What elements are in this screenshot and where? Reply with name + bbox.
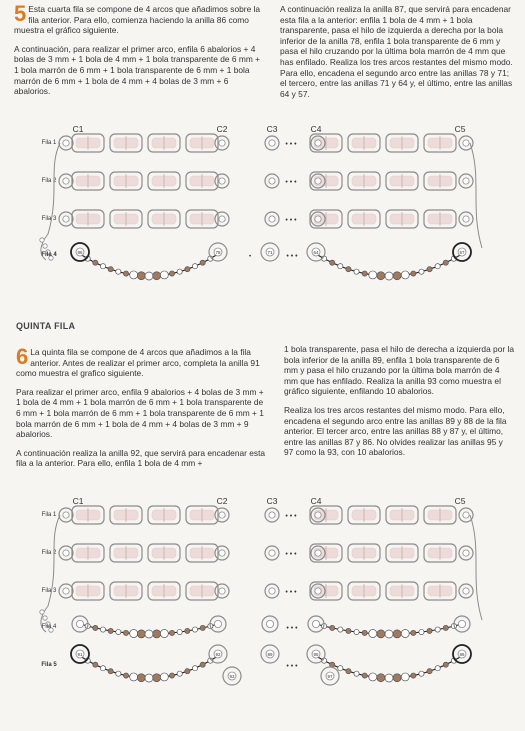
ring-number-64: 64 bbox=[313, 250, 319, 255]
arc-bead bbox=[401, 271, 409, 279]
arc-bead bbox=[130, 673, 138, 681]
arc-bead bbox=[153, 272, 161, 280]
ring-number-71: 71 bbox=[267, 250, 273, 255]
arc-bead bbox=[123, 271, 128, 276]
column-label-c4: C4 bbox=[310, 124, 322, 134]
step-number: 5 bbox=[14, 1, 27, 26]
ellipsis-separator: • • • bbox=[285, 141, 297, 148]
arc-bead bbox=[108, 669, 113, 674]
arc-bead bbox=[427, 628, 432, 633]
arc-bead bbox=[177, 629, 182, 634]
arc-bead bbox=[338, 627, 343, 632]
ring-center-bead bbox=[312, 620, 319, 627]
row-label: Fila 3 bbox=[41, 216, 57, 222]
row-label: Fila 4 bbox=[41, 252, 57, 258]
section4-ring-87: A continuación realiza la anilla 87, que servirá para encadenar esta fila a la anterior: enfila 1 bola de 4 mm + 1 bola transparente, pasa el hilo de izquierda a derecha por la bola inferior de la anilla 78, enfila 1 bola transparente de 6 mm y pasa el hilo cruzando por la última bola marrón de 4 mm que has enfilado. Realiza los tres arcos restantes del mismo modo. Para ello, encadena el segundo arco entre las anillas 78 y 71; el tercero, entre las anillas 71 y 64 y, el último, entre las anillas 64 y 57. bbox=[280, 4, 513, 99]
section5-left-column bbox=[16, 344, 268, 477]
arc-bead bbox=[443, 625, 448, 630]
arc-bead bbox=[123, 630, 128, 635]
arc-bead bbox=[411, 630, 416, 635]
ellipsis-separator: • • • bbox=[286, 663, 298, 670]
arc-bead bbox=[354, 671, 359, 676]
ring-number-93: 93 bbox=[229, 674, 235, 679]
arc-bead bbox=[346, 267, 351, 272]
ring-center-bead bbox=[219, 512, 225, 518]
arc-bead bbox=[100, 666, 105, 671]
section-heading: QUINTA FILA bbox=[16, 321, 76, 331]
arc-bead bbox=[116, 629, 121, 634]
arc-bead bbox=[377, 630, 385, 638]
column-label-c1: C1 bbox=[72, 124, 84, 134]
arc-bead bbox=[419, 269, 424, 274]
arc-bead bbox=[435, 627, 440, 632]
arc-bead bbox=[443, 662, 448, 667]
thread-curl bbox=[470, 515, 482, 620]
ring-center-bead bbox=[219, 216, 225, 222]
ring-center-bead bbox=[463, 178, 469, 184]
section5-right-column bbox=[284, 344, 514, 466]
ring-number-57: 57 bbox=[459, 250, 465, 255]
ring-center-bead bbox=[315, 216, 321, 222]
ring-center-bead bbox=[63, 588, 69, 594]
column-label-c2: C2 bbox=[216, 124, 228, 134]
section4-left-column bbox=[14, 1, 266, 105]
ring-number-91: 91 bbox=[77, 652, 83, 657]
ring-number-86: 86 bbox=[77, 250, 83, 255]
arc-bead bbox=[411, 673, 416, 678]
ring-center-bead bbox=[463, 216, 469, 222]
arc-bead bbox=[100, 264, 105, 269]
ellipsis-separator: • • • bbox=[286, 625, 298, 632]
arc-bead bbox=[200, 662, 205, 667]
arc-bead bbox=[93, 625, 98, 630]
arc-bead bbox=[411, 271, 416, 276]
arc-connector: • bbox=[248, 254, 252, 260]
section5-ring-92: A continuación realiza la anilla 92, que servirá para encadenar esta fila a la anterior. Para ello, enfila 1 bola de 4 mm + bbox=[16, 447, 266, 469]
arc-bead bbox=[330, 625, 335, 630]
section4-intro: 5 Esta cuarta fila se compone de 4 arcos que añadimos sobre la fila anterior. Para ello, comienza haciendo la anilla 86 como muestra el gráfico siguiente. bbox=[14, 1, 261, 36]
ring-center-bead bbox=[219, 140, 225, 146]
arc-bead bbox=[192, 264, 197, 269]
arc-bead bbox=[330, 260, 335, 265]
arc-bead bbox=[419, 671, 424, 676]
ring-center-bead bbox=[269, 216, 275, 222]
arc-bead bbox=[130, 630, 138, 638]
arc-bead bbox=[169, 673, 174, 678]
ellipsis-separator: • • • bbox=[285, 513, 297, 520]
ring-center-bead bbox=[269, 588, 275, 594]
arc-bead bbox=[393, 674, 401, 682]
beading-diagram-row5 bbox=[0, 490, 525, 730]
arc-bead bbox=[369, 673, 377, 681]
section5-continuation: 1 bola transparente, pasa el hilo de derecha a izquierda por la bola inferior de la anilla 89, enfila 1 bola transparente de 6 mm y pasa el hilo cruzando por la última bola marrón de 4 mm que has enfilado. Realiza la anilla 93 como muestra el gráfico siguiente, enfilando 10 abalorios. bbox=[284, 344, 515, 397]
column-label-c5: C5 bbox=[454, 496, 466, 506]
section5-first-arc: Para realizar el primer arco, enfila 9 abalorios + 4 bolas de 3 mm + 1 bola de 4 mm + 1 bola marrón de 6 mm + 1 bola transparente de 6 mm + 1 bola marrón de 6 mm + 1 bola transparente de 6 mm + 1 bola marrón de 6 mm + 1 bola de 4 mm + 4 bolas de 3 mm + 9 abalorios. bbox=[16, 386, 264, 440]
arc-bead bbox=[427, 267, 432, 272]
arc-bead bbox=[338, 666, 343, 671]
arc-bead bbox=[435, 666, 440, 671]
arc-bead bbox=[137, 272, 145, 280]
ring-number-78: 78 bbox=[215, 250, 221, 255]
ring-number-89: 89 bbox=[267, 652, 273, 657]
ring-center-bead bbox=[315, 588, 321, 594]
column-label-c2: C2 bbox=[216, 496, 228, 506]
arc-bead bbox=[369, 630, 377, 638]
ring-center-bead bbox=[315, 550, 321, 556]
arc-bead bbox=[443, 260, 448, 265]
arc-bead bbox=[169, 271, 174, 276]
ellipsis-separator: • • • bbox=[286, 253, 298, 260]
arc-bead bbox=[185, 267, 190, 272]
section5-remaining-arcs: Realiza los tres arcos restantes del mismo modo. Para ello, encadena el segundo arco entre las anillas 89 y 88 de la fila anterior. El tercer arco, entre las anillas 88 y 87 y, el último, entre las anillas 87 y 86. No olvides realizar las anillas 95 y 97 como la 93, con 10 abalorios. bbox=[284, 404, 507, 458]
column-label-c5: C5 bbox=[454, 124, 466, 134]
ellipsis-separator: • • • bbox=[285, 217, 297, 224]
arc-bead bbox=[401, 630, 409, 638]
ring-center-bead bbox=[463, 550, 469, 556]
arc-bead bbox=[108, 267, 113, 272]
ring-number-92: 92 bbox=[215, 652, 221, 657]
ring-center-bead bbox=[266, 620, 273, 627]
arc-bead bbox=[185, 669, 190, 674]
ring-center-bead bbox=[463, 512, 469, 518]
ellipsis-separator: • • • bbox=[285, 589, 297, 596]
arc-bead bbox=[93, 662, 98, 667]
ring-number-95: 95 bbox=[313, 652, 319, 657]
ring-center-bead bbox=[463, 140, 469, 146]
arc-bead bbox=[108, 628, 113, 633]
arc-bead bbox=[200, 625, 205, 630]
thread-curl bbox=[41, 515, 60, 632]
arc-bead bbox=[116, 269, 121, 274]
arc-bead bbox=[93, 260, 98, 265]
arc-bead bbox=[153, 674, 161, 682]
arc-bead bbox=[377, 272, 385, 280]
arc-bead bbox=[419, 629, 424, 634]
arc-bead bbox=[153, 630, 161, 638]
row-label: Fila 3 bbox=[41, 588, 57, 594]
arc-bead bbox=[385, 272, 393, 280]
arc-bead bbox=[401, 673, 409, 681]
section5-intro: 6 La quinta fila se compone de 4 arcos que añadimos a la fila anterior. Antes de realizar el primer arco, completa la anilla 91 como muestra el grafico siguiente. bbox=[16, 344, 260, 379]
ring-center-bead bbox=[214, 620, 221, 627]
arc-bead bbox=[160, 630, 168, 638]
arc-bead bbox=[393, 272, 401, 280]
ellipsis-separator: • • • bbox=[285, 551, 297, 558]
ring-center-bead bbox=[219, 588, 225, 594]
arc-bead bbox=[346, 669, 351, 674]
thread-curl bbox=[41, 143, 60, 260]
row-label: Fila 5 bbox=[41, 662, 57, 668]
small-bead bbox=[43, 616, 47, 620]
small-bead bbox=[43, 244, 47, 248]
ring-number-97: 97 bbox=[327, 674, 333, 679]
thread-curl bbox=[470, 143, 482, 248]
row-label: Fila 1 bbox=[41, 512, 57, 518]
arc-bead bbox=[362, 271, 367, 276]
arc-bead bbox=[130, 271, 138, 279]
row-label: Fila 1 bbox=[41, 140, 57, 146]
row-label: Fila 2 bbox=[41, 178, 57, 184]
ring-center-bead bbox=[63, 216, 69, 222]
arc-bead bbox=[354, 269, 359, 274]
arc-bead bbox=[362, 673, 367, 678]
ring-center-bead bbox=[219, 178, 225, 184]
arc-bead bbox=[385, 674, 393, 682]
arc-bead bbox=[377, 674, 385, 682]
beading-diagram-row4 bbox=[0, 118, 525, 318]
arc-bead bbox=[177, 671, 182, 676]
small-bead bbox=[40, 610, 44, 614]
ring-center-bead bbox=[76, 620, 83, 627]
ring-center-bead bbox=[269, 140, 275, 146]
column-label-c3: C3 bbox=[266, 496, 278, 506]
arc-bead bbox=[137, 674, 145, 682]
ring-center-bead bbox=[269, 550, 275, 556]
arc-bead bbox=[185, 628, 190, 633]
arc-bead bbox=[354, 629, 359, 634]
arc-bead bbox=[435, 264, 440, 269]
ring-number-86: 86 bbox=[459, 652, 465, 657]
arc-bead bbox=[393, 630, 401, 638]
ring-center-bead bbox=[63, 178, 69, 184]
arc-bead bbox=[192, 666, 197, 671]
column-label-c4: C4 bbox=[310, 496, 322, 506]
arc-bead bbox=[369, 271, 377, 279]
ring-center-bead bbox=[219, 550, 225, 556]
arc-bead bbox=[145, 272, 153, 280]
arc-bead bbox=[160, 673, 168, 681]
ring-center-bead bbox=[63, 512, 69, 518]
arc-bead bbox=[338, 264, 343, 269]
ellipsis-separator: • • • bbox=[285, 179, 297, 186]
arc-bead bbox=[100, 627, 105, 632]
arc-bead bbox=[160, 271, 168, 279]
row-label: Fila 4 bbox=[41, 624, 57, 630]
arc-bead bbox=[169, 630, 174, 635]
arc-bead bbox=[385, 630, 393, 638]
arc-bead bbox=[123, 673, 128, 678]
arc-bead bbox=[145, 674, 153, 682]
ring-center-bead bbox=[269, 512, 275, 518]
ring-center-bead bbox=[315, 140, 321, 146]
arc-bead bbox=[177, 269, 182, 274]
arc-bead bbox=[137, 630, 145, 638]
column-label-c3: C3 bbox=[266, 124, 278, 134]
section4-first-arc: A continuación, para realizar el primer arco, enfila 6 abalorios + 4 bolas de 3 mm + 1 bola de 4 mm + 1 bola transparente de 6 mm + 1 bola marrón de 6 mm + 1 bola transparente de 6 mm + 1 bola marrón de 6 mm + 1 bola de 4 mm + 4 bolas de 3 mm + 6 abalorios. bbox=[14, 43, 261, 97]
ring-center-bead bbox=[458, 620, 465, 627]
ring-center-bead bbox=[269, 178, 275, 184]
ring-center-bead bbox=[315, 512, 321, 518]
arc-bead bbox=[116, 671, 121, 676]
ring-center-bead bbox=[63, 550, 69, 556]
arc-bead bbox=[200, 260, 205, 265]
arc-bead bbox=[346, 628, 351, 633]
row-label: Fila 2 bbox=[41, 550, 57, 556]
arc-bead bbox=[427, 669, 432, 674]
section4-right-column bbox=[280, 4, 515, 107]
arc-bead bbox=[192, 627, 197, 632]
small-bead bbox=[40, 238, 44, 242]
arc-bead bbox=[145, 630, 153, 638]
ring-center-bead bbox=[463, 588, 469, 594]
ring-center-bead bbox=[63, 140, 69, 146]
arc-bead bbox=[362, 630, 367, 635]
step-number: 6 bbox=[16, 344, 29, 369]
ring-center-bead bbox=[315, 178, 321, 184]
column-label-c1: C1 bbox=[72, 496, 84, 506]
